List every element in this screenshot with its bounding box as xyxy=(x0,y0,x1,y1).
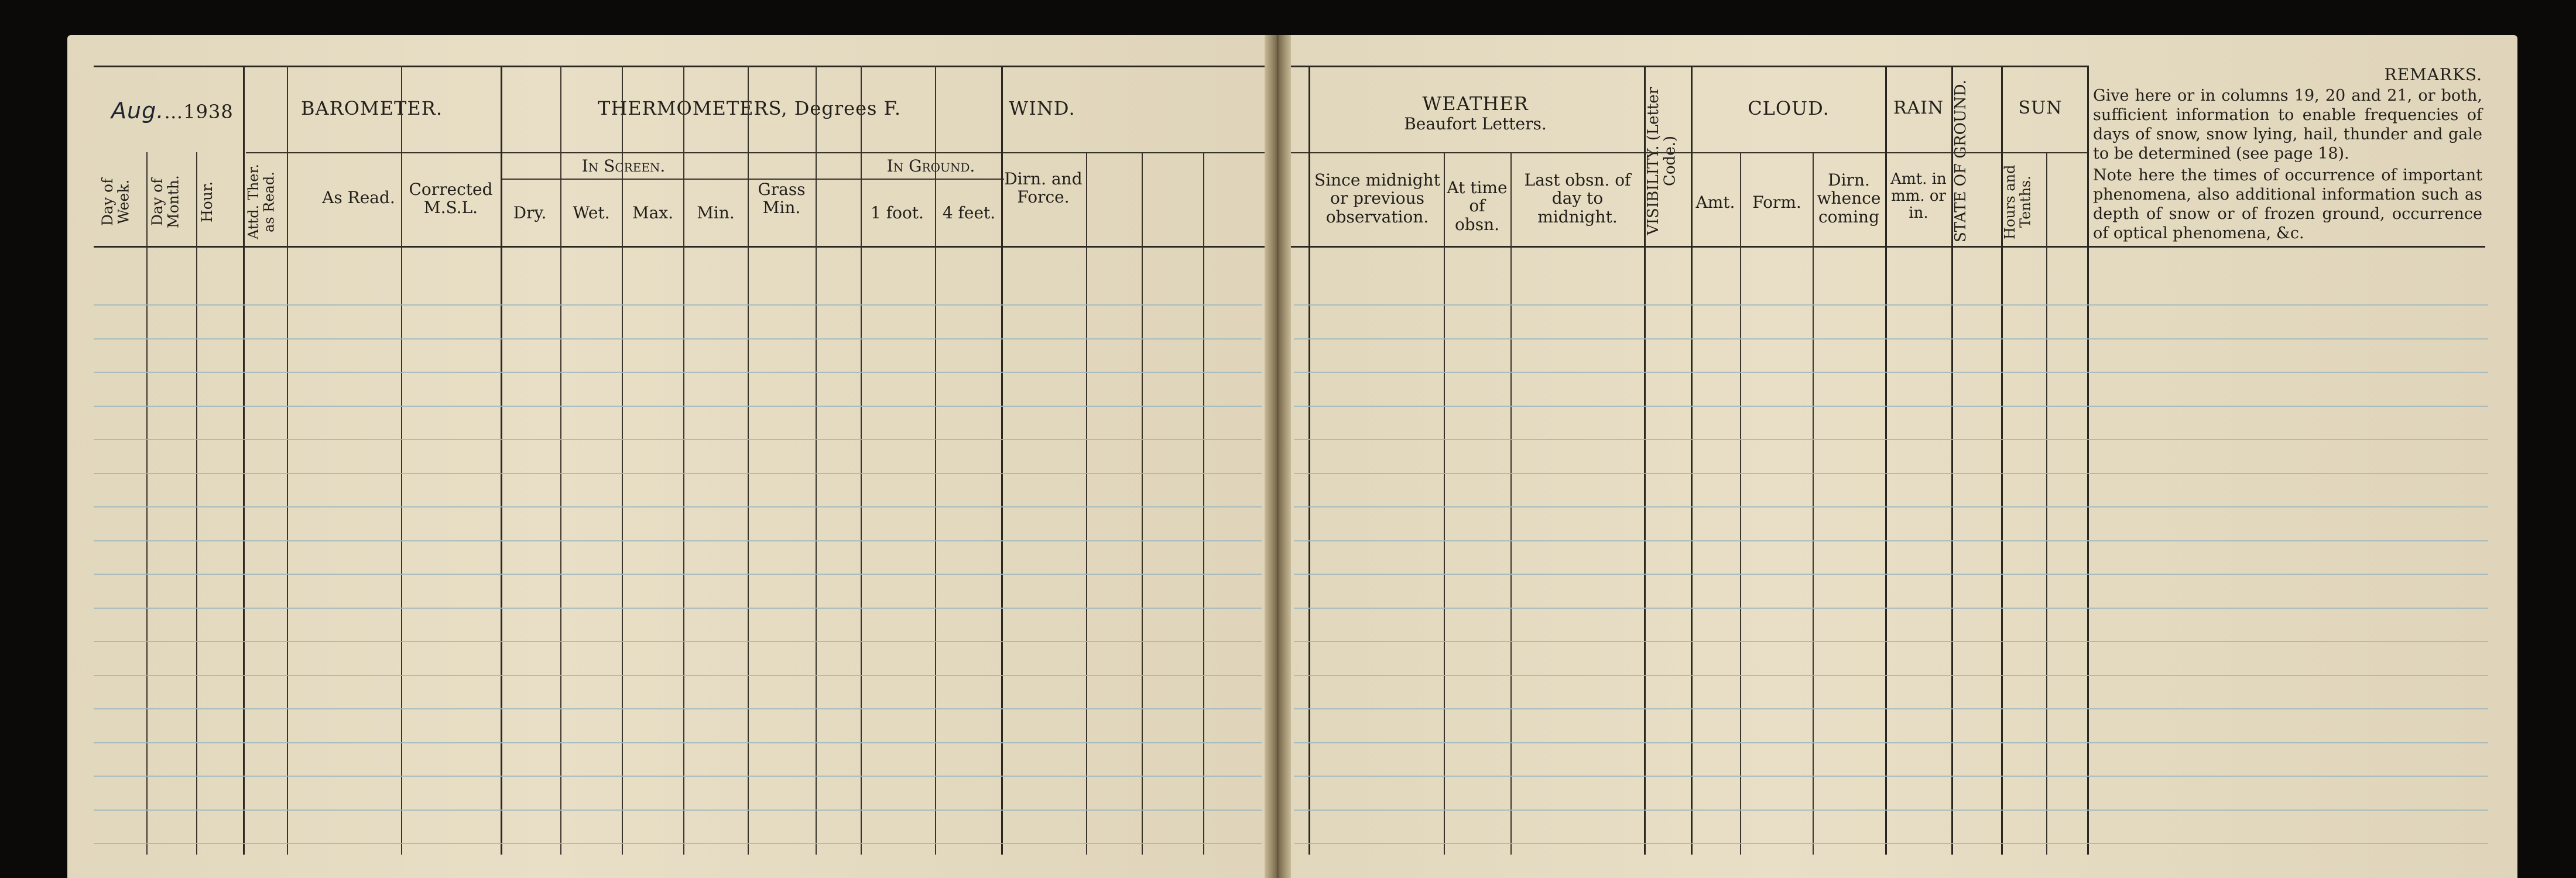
rain-amt-header: Amt. in mm. or in. xyxy=(1890,170,1947,222)
right-column-line xyxy=(1510,152,1512,855)
left-header-rule xyxy=(94,246,1265,248)
row-rule xyxy=(1294,540,2488,541)
left-column-line xyxy=(243,66,245,855)
month-year xyxy=(111,98,246,124)
hour-header: Hour. xyxy=(198,181,215,223)
row-rule xyxy=(94,776,1262,777)
left-column-line xyxy=(401,66,402,855)
remarks-note: Note here the times of occurrence of important phenomena, also additional information such as depth of snow or of frozen ground, occurrence of optical phenomena, &c. xyxy=(2093,166,2482,242)
visibility-header: VISIBILITY. (Letter Code.) xyxy=(1645,87,1679,235)
four-feet-header: 4 feet. xyxy=(942,203,996,222)
right-column-line xyxy=(1691,66,1693,855)
day-of-week-header: Day of Week. xyxy=(99,178,132,226)
cloud-form-header: Form. xyxy=(1752,193,1801,212)
one-foot-header: 1 foot. xyxy=(871,203,924,222)
left-column-line xyxy=(816,66,817,855)
left-column-line xyxy=(1203,152,1204,855)
row-rule xyxy=(1294,742,2488,743)
sun-hours-header: Hours and Tenths. xyxy=(2002,164,2034,239)
state-ground-header: STATE OF GROUND. xyxy=(1952,80,1969,242)
cloud-dirn-header: Dirn. whence coming xyxy=(1817,170,1881,227)
rain-header: RAIN xyxy=(1893,98,1944,118)
right-column-line xyxy=(1740,152,1741,855)
row-rule xyxy=(94,843,1262,844)
right-header-rule xyxy=(1291,246,2485,248)
row-rule xyxy=(94,608,1262,609)
left-column-line xyxy=(287,66,288,855)
right-top-rule xyxy=(1291,66,2087,67)
min-header: Min. xyxy=(697,203,735,222)
left-column-line xyxy=(935,66,936,855)
left-column-line xyxy=(622,66,623,855)
left-column-line xyxy=(748,66,749,855)
right-column-line xyxy=(2001,66,2003,855)
left-column-line xyxy=(146,152,148,855)
left-column-line xyxy=(1001,66,1003,855)
left-column-line xyxy=(501,66,502,855)
left-top-rule xyxy=(94,66,1265,67)
attd-ther-header: Attd. Ther. as Read. xyxy=(245,164,278,240)
remarks-header: REMARKS. xyxy=(2384,65,2482,84)
left-screen-rule xyxy=(501,179,1004,180)
year-dots: … xyxy=(164,101,184,123)
left-column-line xyxy=(1086,152,1087,855)
row-rule xyxy=(94,506,1262,507)
left-column-line xyxy=(560,66,561,855)
wet-header: Wet. xyxy=(573,203,610,222)
left-column-line xyxy=(1142,152,1143,855)
corrected-header: Corrected M.S.L. xyxy=(409,180,493,218)
row-rule xyxy=(94,810,1262,811)
row-rule xyxy=(94,304,1262,306)
row-rule xyxy=(1294,608,2488,609)
right-column-line xyxy=(2046,152,2047,855)
thermometers-header: THERMOMETERS, Degrees F. xyxy=(598,97,901,119)
row-rule xyxy=(1294,439,2488,440)
row-rule xyxy=(94,675,1262,676)
dirn-force-header: Dirn. and Force. xyxy=(1004,169,1083,207)
right-column-line xyxy=(1644,66,1646,855)
row-rule xyxy=(94,641,1262,642)
max-header: Max. xyxy=(632,203,674,222)
right-subheader-rule xyxy=(1291,152,2087,153)
row-rule xyxy=(1294,473,2488,474)
weather-header: WEATHER xyxy=(1422,92,1529,115)
in-ground-header: In Ground. xyxy=(886,156,975,176)
year: 1938 xyxy=(183,101,234,123)
barometer-header: BAROMETER. xyxy=(300,97,443,119)
left-column-line xyxy=(683,66,684,855)
row-rule xyxy=(94,742,1262,743)
row-rule xyxy=(94,574,1262,575)
cloud-amt-header: Amt. xyxy=(1695,193,1735,212)
row-rule xyxy=(94,439,1262,440)
row-rule xyxy=(1294,338,2488,339)
wind-header: WIND. xyxy=(1009,97,1075,119)
row-rule xyxy=(1294,843,2488,844)
cloud-header: CLOUD. xyxy=(1748,97,1830,119)
last-obsn-header: Last obsn. of day to midnight. xyxy=(1524,170,1631,227)
right-column-line xyxy=(2087,66,2089,855)
day-of-month-header: Day of Month. xyxy=(149,175,182,229)
right-column-line xyxy=(1813,152,1814,855)
left-column-line xyxy=(196,152,197,855)
since-midnight-header: Since midnight or previous observation. xyxy=(1314,170,1440,227)
book-gutter xyxy=(1265,35,1291,878)
dry-header: Dry. xyxy=(513,203,547,222)
row-rule xyxy=(1294,708,2488,709)
row-rule xyxy=(1294,304,2488,306)
row-rule xyxy=(94,540,1262,541)
row-rule xyxy=(94,372,1262,373)
sun-header: SUN xyxy=(2018,98,2063,118)
beaufort-header: Beaufort Letters. xyxy=(1404,114,1547,133)
row-rule xyxy=(1294,574,2488,575)
row-rule xyxy=(94,338,1262,339)
grass-min-header: Grass Min. xyxy=(758,180,806,218)
row-rule xyxy=(1294,406,2488,407)
row-rule xyxy=(94,708,1262,709)
row-rule xyxy=(1294,776,2488,777)
right-column-line xyxy=(1885,66,1887,855)
in-screen-header: In Screen. xyxy=(581,156,666,176)
right-column-line xyxy=(1308,66,1310,855)
right-column-line xyxy=(1951,66,1953,855)
row-rule xyxy=(1294,641,2488,642)
at-time-header: At time of obsn. xyxy=(1447,178,1508,234)
row-rule xyxy=(1294,372,2488,373)
row-rule xyxy=(1294,506,2488,507)
remarks-instructions: Give here or in columns 19, 20 and 21, or both, sufficient information to enable frequencies of days of snow, snow lying, hail, thunder and gale to be determined (see page 18). xyxy=(2093,87,2482,163)
left-column-line xyxy=(861,66,862,855)
row-rule xyxy=(94,406,1262,407)
right-column-line xyxy=(1444,152,1445,855)
month: Aug. xyxy=(111,98,165,124)
row-rule xyxy=(94,473,1262,474)
row-rule xyxy=(1294,810,2488,811)
as-read-header: As Read. xyxy=(322,188,395,207)
left-subheader-rule xyxy=(246,152,1265,153)
row-rule xyxy=(1294,675,2488,676)
